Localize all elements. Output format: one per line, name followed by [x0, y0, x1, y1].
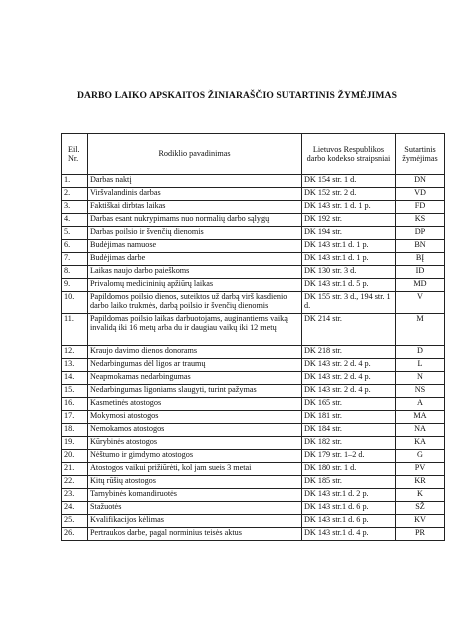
code-cell: PV [396, 463, 445, 476]
law-article-cell: DK 179 str. 1–2 d. [302, 450, 396, 463]
law-article-cell: DK 194 str. [302, 227, 396, 240]
indicator-name-cell: Budėjimas namuose [88, 240, 302, 253]
law-article-cell: DK 143 str.1 d. 6 p. [302, 515, 396, 528]
table-row [62, 266, 445, 279]
table-row [62, 437, 445, 450]
code-cell: SŽ [396, 502, 445, 515]
code-cell: N [396, 372, 445, 385]
table-row [62, 201, 445, 214]
row-number-cell: 10. [62, 292, 88, 314]
row-number-cell: 22. [62, 476, 88, 489]
row-number-cell: 14. [62, 372, 88, 385]
law-article-cell: DK 180 str. 1 d. [302, 463, 396, 476]
code-cell: KS [396, 214, 445, 227]
code-cell: MD [396, 279, 445, 292]
law-article-cell: DK 130 str. 3 d. [302, 266, 396, 279]
row-number-cell: 4. [62, 214, 88, 227]
indicator-name-cell: Faktiškai dirbtas laikas [88, 201, 302, 214]
indicator-name-cell: Papildomos poilsio dienos, suteiktos už darbą virš kasdienio darbo laiko trukmės, darbą poilsio ir švenčių dienomis [88, 292, 302, 314]
law-article-cell: DK 143 str. 2 d. 4 p. [302, 359, 396, 372]
code-cell: NS [396, 385, 445, 398]
code-cell: PR [396, 528, 445, 541]
code-cell: KV [396, 515, 445, 528]
indicator-name-cell: Darbas naktį [88, 175, 302, 188]
table-row [62, 398, 445, 411]
row-number-cell: 26. [62, 528, 88, 541]
codes-table [61, 133, 445, 541]
row-number-cell: 7. [62, 253, 88, 266]
table-row [62, 528, 445, 541]
row-number-cell: 25. [62, 515, 88, 528]
law-article-cell: DK 214 str. [302, 314, 396, 346]
row-number-cell: 1. [62, 175, 88, 188]
indicator-name-cell: Laikas naujo darbo paieškoms [88, 266, 302, 279]
row-number-cell: 21. [62, 463, 88, 476]
indicator-name-cell: Kvalifikacijos kėlimas [88, 515, 302, 528]
table-row [62, 502, 445, 515]
law-article-cell: DK 192 str. [302, 214, 396, 227]
indicator-name-cell: Privalomų medicininių apžiūrų laikas [88, 279, 302, 292]
indicator-name-cell: Darbas poilsio ir švenčių dienomis [88, 227, 302, 240]
code-cell: L [396, 359, 445, 372]
row-number-cell: 5. [62, 227, 88, 240]
law-article-cell: DK 143 str. 2 d. 4 p. [302, 385, 396, 398]
table-row [62, 214, 445, 227]
indicator-name-cell: Papildomas poilsio laikas darbuotojams, auginantiems vaiką invalidą iki 16 metų arba du ir daugiau vaikų iki 12 metų [88, 314, 302, 346]
code-cell: VD [396, 188, 445, 201]
row-number-cell: 16. [62, 398, 88, 411]
row-number-cell: 12. [62, 346, 88, 359]
law-article-cell: DK 165 str. [302, 398, 396, 411]
row-number-cell: 13. [62, 359, 88, 372]
indicator-name-cell: Nėštumo ir gimdymo atostogos [88, 450, 302, 463]
table-row [62, 227, 445, 240]
table-row [62, 359, 445, 372]
code-cell: V [396, 292, 445, 314]
law-article-cell: DK 155 str. 3 d., 194 str. 1 d. [302, 292, 396, 314]
law-article-cell: DK 182 str. [302, 437, 396, 450]
row-number-cell: 6. [62, 240, 88, 253]
code-cell: KA [396, 437, 445, 450]
code-cell: ID [396, 266, 445, 279]
indicator-name-cell: Nedarbingumas ligoniams slaugyti, turint pažymas [88, 385, 302, 398]
law-article-cell: DK 143 str.1 d. 1 p. [302, 253, 396, 266]
row-number-cell: 23. [62, 489, 88, 502]
table-row [62, 411, 445, 424]
code-cell: G [396, 450, 445, 463]
table-header-row [62, 134, 445, 175]
table-row [62, 385, 445, 398]
code-cell: MA [396, 411, 445, 424]
document-title: DARBO LAIKO APSKAITOS ŽINIARAŠČIO SUTARTINIS ŽYMĖJIMAS [76, 90, 398, 101]
table-row [62, 463, 445, 476]
indicator-name-cell: Kraujo davimo dienos donorams [88, 346, 302, 359]
law-article-cell: DK 143 str. 1 d. 1 p. [302, 201, 396, 214]
indicator-name-cell: Stažuotės [88, 502, 302, 515]
law-article-cell: DK 185 str. [302, 476, 396, 489]
table-row [62, 346, 445, 359]
law-article-cell: DK 143 str. 2 d. 4 p. [302, 372, 396, 385]
code-cell: K [396, 489, 445, 502]
indicator-name-cell: Viršvalandinis darbas [88, 188, 302, 201]
law-article-cell: DK 184 str. [302, 424, 396, 437]
indicator-name-cell: Darbas esant nukrypimams nuo normalių darbo sąlygų [88, 214, 302, 227]
code-cell: FD [396, 201, 445, 214]
indicator-name-cell: Pertraukos darbe, pagal norminius teisės aktus [88, 528, 302, 541]
row-number-cell: 3. [62, 201, 88, 214]
header-code: Sutartinis žymėjimas [396, 134, 445, 175]
indicator-name-cell: Kasmetinės atostogos [88, 398, 302, 411]
code-cell: A [396, 398, 445, 411]
code-cell: DN [396, 175, 445, 188]
indicator-name-cell: Tarnybinės komandiruotės [88, 489, 302, 502]
law-article-cell: DK 143 str.1 d. 1 p. [302, 240, 396, 253]
row-number-cell: 11. [62, 314, 88, 346]
table-row [62, 424, 445, 437]
header-law: Lietuvos Respublikos darbo kodekso straipsniai [302, 134, 396, 175]
table-row [62, 279, 445, 292]
indicator-name-cell: Kūrybinės atostogos [88, 437, 302, 450]
code-cell: BĮ [396, 253, 445, 266]
table-row [62, 175, 445, 188]
table-row [62, 253, 445, 266]
indicator-name-cell: Neapmokamas nedarbingumas [88, 372, 302, 385]
code-cell: BN [396, 240, 445, 253]
row-number-cell: 17. [62, 411, 88, 424]
table-row [62, 489, 445, 502]
table-row [62, 372, 445, 385]
table-row [62, 476, 445, 489]
row-number-cell: 9. [62, 279, 88, 292]
law-article-cell: DK 218 str. [302, 346, 396, 359]
table-row [62, 515, 445, 528]
row-number-cell: 20. [62, 450, 88, 463]
law-article-cell: DK 154 str. 1 d. [302, 175, 396, 188]
table-row [62, 188, 445, 201]
indicator-name-cell: Nedarbingumas dėl ligos ar traumų [88, 359, 302, 372]
row-number-cell: 19. [62, 437, 88, 450]
table-row [62, 240, 445, 253]
code-cell: M [396, 314, 445, 346]
law-article-cell: DK 181 str. [302, 411, 396, 424]
indicator-name-cell: Kitų rūšių atostogos [88, 476, 302, 489]
indicator-name-cell: Nemokamos atostogos [88, 424, 302, 437]
row-number-cell: 8. [62, 266, 88, 279]
indicator-name-cell: Mokymosi atostogos [88, 411, 302, 424]
header-name: Rodiklio pavadinimas [88, 134, 302, 175]
code-cell: DP [396, 227, 445, 240]
row-number-cell: 18. [62, 424, 88, 437]
row-number-cell: 15. [62, 385, 88, 398]
indicator-name-cell: Budėjimas darbe [88, 253, 302, 266]
table-row [62, 292, 445, 314]
table-row [62, 314, 445, 346]
indicator-name-cell: Atostogos vaikui prižiūrėti, kol jam sueis 3 metai [88, 463, 302, 476]
code-cell: NA [396, 424, 445, 437]
row-number-cell: 2. [62, 188, 88, 201]
law-article-cell: DK 143 str.1 d. 4 p. [302, 528, 396, 541]
code-cell: D [396, 346, 445, 359]
law-article-cell: DK 143 str.1 d. 5 p. [302, 279, 396, 292]
header-nr: Eil. Nr. [62, 134, 88, 175]
row-number-cell: 24. [62, 502, 88, 515]
law-article-cell: DK 152 str. 2 d. [302, 188, 396, 201]
code-cell: KR [396, 476, 445, 489]
table-row [62, 450, 445, 463]
law-article-cell: DK 143 str.1 d. 6 p. [302, 502, 396, 515]
law-article-cell: DK 143 str.1 d. 2 p. [302, 489, 396, 502]
